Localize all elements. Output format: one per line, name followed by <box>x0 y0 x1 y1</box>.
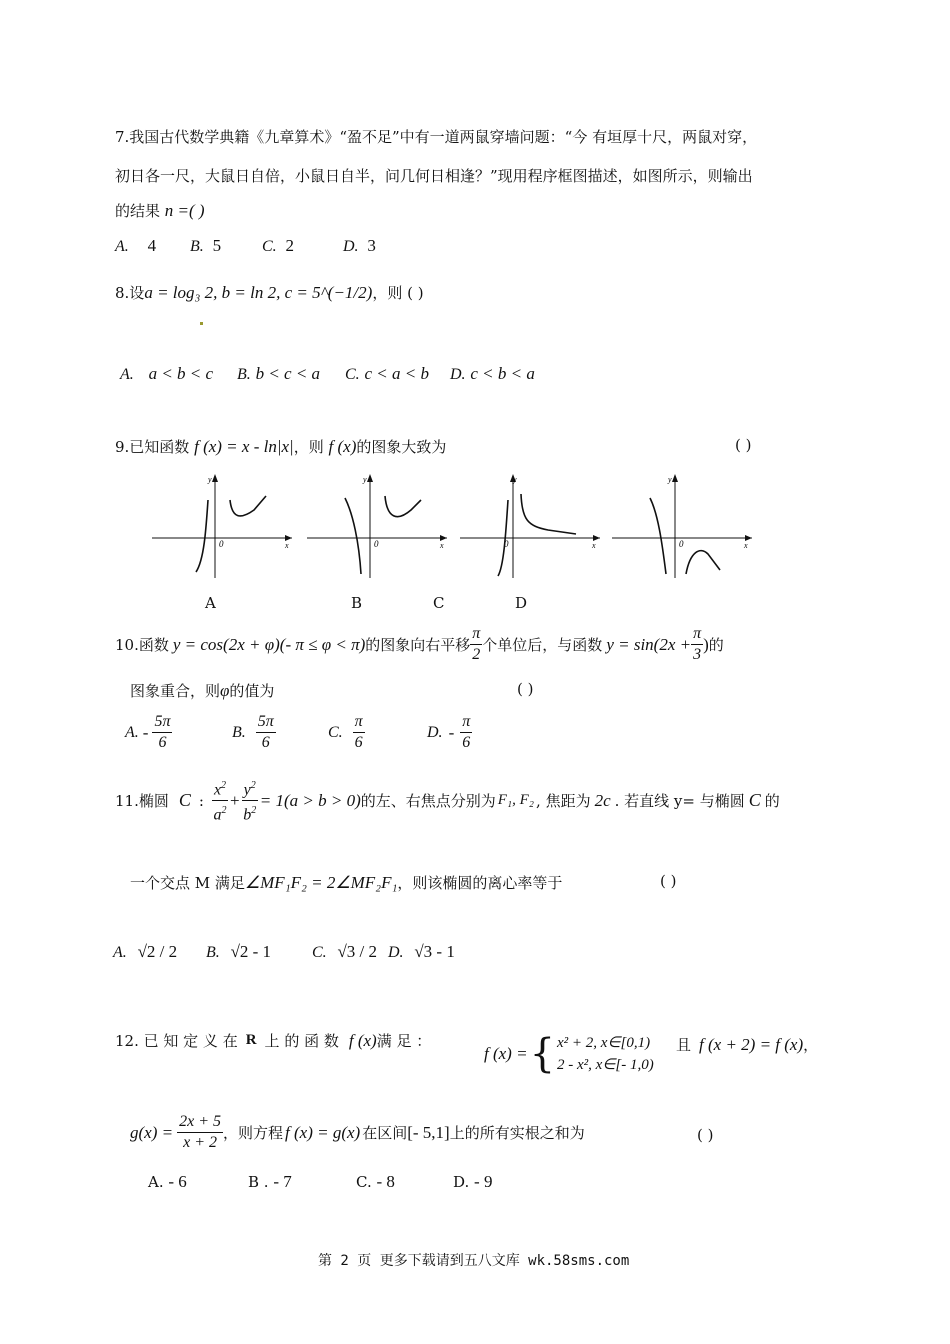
q7-answer-blank: n =( ) <box>164 201 205 220</box>
svg-text:0: 0 <box>679 539 684 549</box>
q8-option-a: A. a < b < c <box>120 364 214 383</box>
q10-line2: 图象重合，则φ的值为 <box>130 681 275 700</box>
q12-answer-paren: ( ) <box>697 1126 714 1144</box>
svg-text:x: x <box>440 541 444 550</box>
q9-graph-b <box>305 470 450 582</box>
q10-answer-paren: ( ) <box>517 680 534 698</box>
q12-stem: 12. 已 知 定 义 在 R 上 的 函 数 f (x) 满 足 ： <box>115 1030 432 1050</box>
q9-graph-c <box>458 470 603 582</box>
q11-answer-paren: ( ) <box>660 872 677 890</box>
q7-option-c: C. 2 <box>262 236 294 255</box>
q7-option-a: A. 4 <box>115 236 157 255</box>
q11-option-d: D. √3 - 1 <box>388 942 455 961</box>
svg-text:0: 0 <box>219 539 224 549</box>
svg-text:0: 0 <box>374 539 379 549</box>
q7-option-d: D. 3 <box>343 236 376 255</box>
svg-text:y: y <box>668 475 672 484</box>
q7-line3-text: 的结果 <box>115 202 161 220</box>
q11-stem: 11.椭圆 C : $\frac{x^2}{a^2}$ + $\frac{y^2}{b^2}$ = 1(a > b > 0) 的左、右焦点分别为 F₁, F₂ , 焦距为 2c . 若直线 y= 与椭圆 C 的 <box>115 776 780 826</box>
q12-option-a: A. - 6 <box>148 1172 187 1191</box>
q12-option-d: D. - 9 <box>453 1172 493 1191</box>
q8-option-d: D. c < b < a <box>450 364 535 383</box>
q10-option-c: C. $\frac{\pi}{6}$ <box>328 713 363 751</box>
q8-definitions: a = log₃ 2, b = ln 2, c = 5^(−1/2) <box>144 283 373 302</box>
q8-option-b: B. b < c < a <box>237 364 321 383</box>
q9-graph-a <box>150 470 295 582</box>
page-footer: 第 2 页 更多下载请到五八文库 wk.58sms.com <box>318 1253 630 1269</box>
q9-function: f (x) = x - ln|x| <box>194 437 294 456</box>
svg-text:y: y <box>363 475 367 484</box>
q7-line3 <box>115 200 205 221</box>
svg-text:0: 0 <box>504 539 509 549</box>
svg-text:y: y <box>513 475 517 484</box>
q7-line1: 7.我国古代数学典籍《九章算术》“盈不足”中有一道两鼠穿墙问题：“今 有垣厚十尺，两鼠对穿， <box>115 128 758 146</box>
q7-option-b: B. 5 <box>190 236 222 255</box>
stray-dot <box>200 322 203 325</box>
svg-text:x: x <box>285 541 289 550</box>
q7-line2: 初日各一尺，大鼠日自倍，小鼠日自半，问几何日相逢？”现用程序框图描述，如图所示，则输出 <box>115 167 753 185</box>
q12-option-b: B . - 7 <box>248 1172 292 1191</box>
q12-period: 且 f (x + 2) = f (x) ， <box>676 1034 819 1054</box>
q12-piecewise: f (x) = { x² + 2, x∈[0,1) 2 - x², x∈[- 1,0) <box>484 1031 654 1077</box>
svg-text:y: y <box>208 475 212 484</box>
q11-option-c: C. √3 / 2 <box>312 942 378 961</box>
q9-stem: 9.已知函数 f (x) = x - ln|x|，则 f (x)的图象大致为 <box>115 437 447 456</box>
q11-angle-condition: ∠MF₁F₂ = 2∠MF₂F₁ <box>244 873 398 892</box>
q10-option-b: B. $\frac{5\pi}{6}$ <box>232 713 274 751</box>
q11-option-a: A. √2 / 2 <box>113 942 178 961</box>
svg-text:x: x <box>592 541 596 550</box>
q9-graph-label-c: C <box>433 594 445 612</box>
q9-graph-label-d: D <box>515 594 528 612</box>
q10-option-a: A. - $\frac{5\pi}{6}$ <box>125 713 171 751</box>
q10-option-d: D. - $\frac{\pi}{6}$ <box>427 713 471 751</box>
q8-stem: 8.设a = log₃ 2, b = ln 2, c = 5^(−1/2)，则 ( ) <box>115 283 424 302</box>
q8-option-c: C. c < a < b <box>345 364 429 383</box>
q9-graph-d <box>610 470 755 582</box>
q11-option-b: B. √2 - 1 <box>206 942 272 961</box>
q9-graph-label-a: A <box>205 594 216 612</box>
q12-line2: g(x) = $\frac{2x + 5}{x + 2}$ ，则方程 f (x) = g(x) 在区间 [- 5,1] 上的所有实根之和为 <box>130 1113 585 1151</box>
svg-text:x: x <box>744 541 748 550</box>
q10-stem: 10.函数 y = cos(2x + φ)(- π ≤ φ < π) 的图象向右平移 $\frac{\pi}{2}$ 个单位后，与函数 y = sin(2x + $\frac{\pi}{3}$ ) 的 <box>115 625 724 663</box>
q11-line2: 一个交点 M 满足∠MF₁F₂ = 2∠MF₂F₁，则该椭圆的离心率等于 <box>130 873 563 892</box>
q9-answer-paren: ( ) <box>735 436 752 454</box>
q9-graph-label-b: B <box>351 594 363 612</box>
q12-option-c: C. - 8 <box>356 1172 395 1191</box>
